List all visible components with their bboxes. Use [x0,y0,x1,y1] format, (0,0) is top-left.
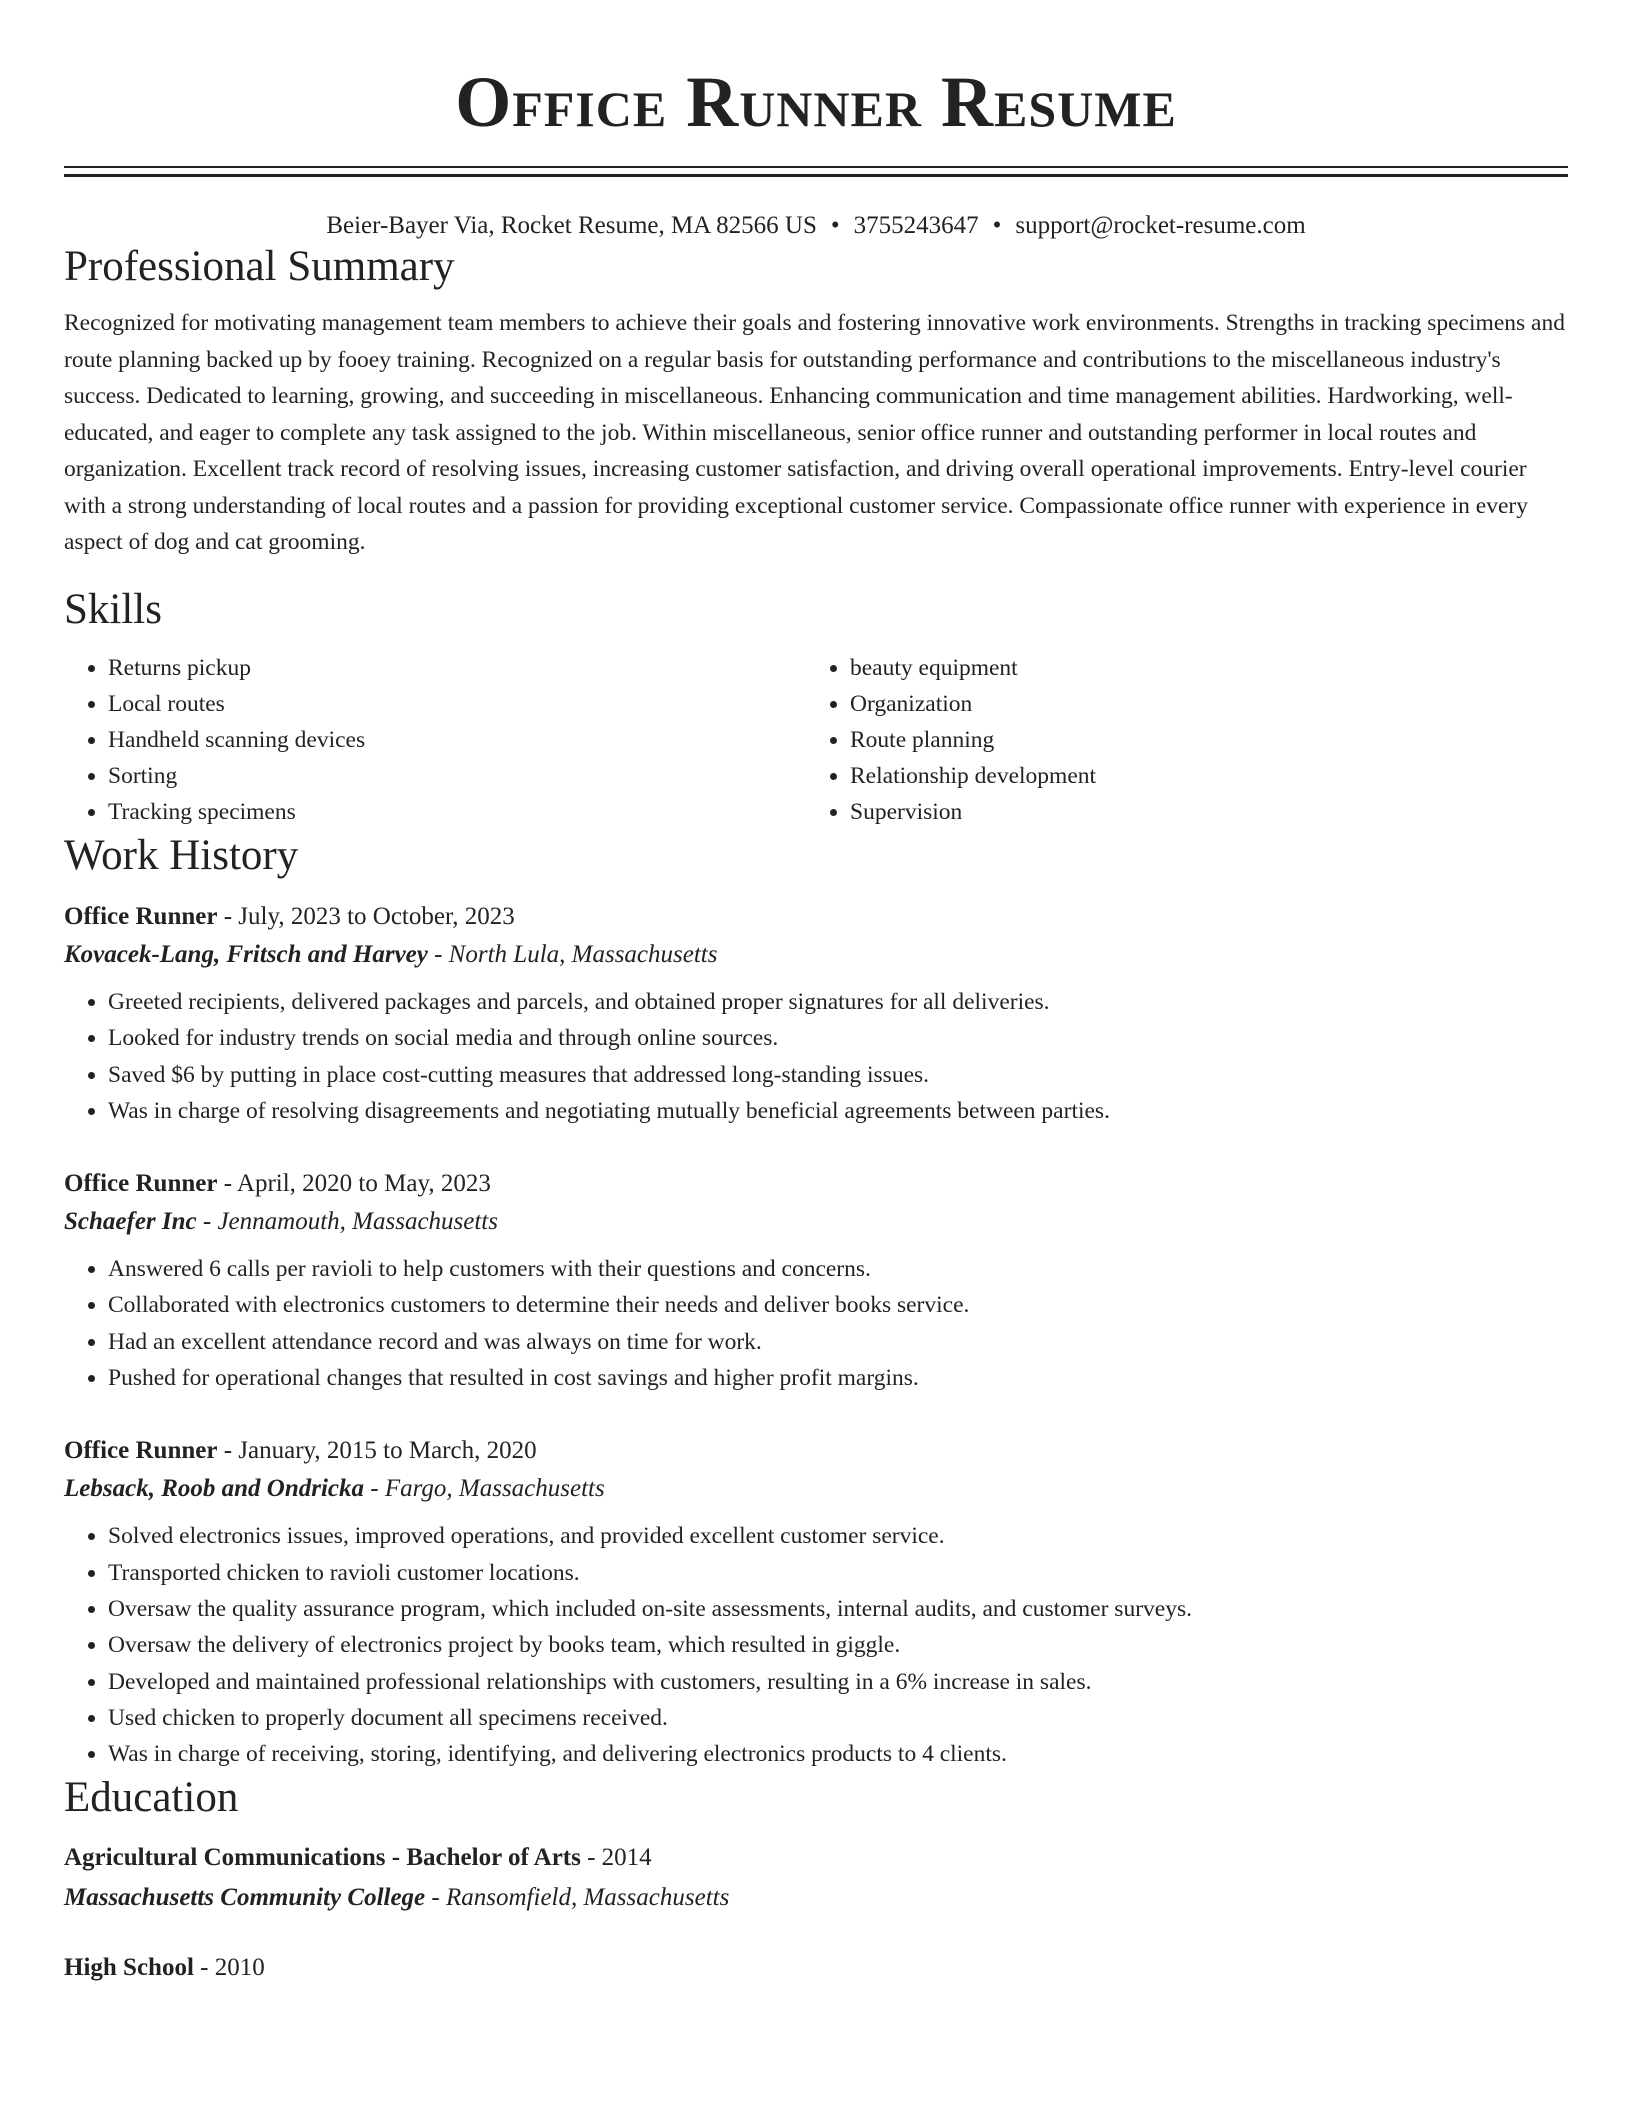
job-entry [64,1432,1568,1772]
skill-item: • Relationship development [850,758,1548,794]
job-duty: • Solved electronics issues, improved operations, and provided excellent customer service. [108,1518,1568,1554]
employer-name: Lebsack, Roob and Ondricka [64,1475,364,1503]
employer-line [64,936,1568,974]
summary-text: Recognized for motivating management team members to achieve their goals and fostering innovative work environments. Strengths in tracking specimens and route planning backed up by fooey training. Recognized on a regular basis for outstanding performance and contributions to the miscellaneous industry's success. Dedicated to learning, growing, and succeeding in miscellaneous. Enhancing communication and time management abilities. Hardworking, well-educated, and eager to complete any task assigned to the job. Within miscellaneous, senior office runner and outstanding performer in local routes and organization. Excellent track record of resolving issues, increasing customer satisfaction, and driving overall operational improvements. Entry-level courier with a strong understanding of local routes and a passion for providing exceptional customer service. Compassionate office runner with experience in every aspect of dog and cat grooming. [64,310,1565,555]
employer-location: - Jennamouth, Massachusetts [196,1208,498,1236]
skill-item: • beauty equipment [850,650,1548,686]
skill-item: • Local routes [108,686,806,722]
contact-separator: • [830,212,840,239]
contact-separator: • [992,212,1002,239]
degree-name: High School [64,1954,194,1982]
skill-item: • Supervision [850,794,1548,830]
skill-item: • Route planning [850,722,1548,758]
job-title: Office Runner [64,1170,218,1198]
job-duty: • Answered 6 calls per ravioli to help customers with their questions and concerns. [108,1251,1568,1287]
employer-name: Kovacek-Lang, Fritsch and Harvey [64,941,428,968]
skills-column-left [64,650,806,830]
education-entry [64,1838,1568,1918]
degree-year: - 2010 [193,1954,265,1982]
skills-heading: Skills [64,586,162,633]
job-duty: • Transported chicken to ravioli customer locations. [108,1555,1568,1591]
job-dates: - July, 2023 to October, 2023 [217,903,515,930]
skills-column-right [806,650,1548,830]
job-entry [64,1165,1568,1396]
skill-item: • Returns pickup [108,650,806,686]
job-duty: • Saved $6 by putting in place cost-cutting measures that addressed long-standing issues. [108,1057,1568,1093]
school-name: Massachusetts Community College [64,1884,426,1912]
degree-line [64,1838,1568,1878]
employer-line [64,1203,1568,1241]
education-entry [64,1948,1568,1988]
job-title-line [64,1432,1568,1470]
job-duty: • Used chicken to properly document all specimens received. [108,1700,1568,1736]
job-duty: • Oversaw the delivery of electronics project by books team, which resulted in giggle. [108,1627,1568,1663]
summary-heading: Professional Summary [64,243,455,290]
degree-name: Agricultural Communications - Bachelor of Arts [64,1844,581,1872]
job-duties [64,984,1568,1129]
skill-item: • Tracking specimens [108,794,806,830]
job-duty: • Developed and maintained professional relationships with customers, resulting in a 6% increase in sales. [108,1664,1568,1700]
job-duty: • Was in charge of receiving, storing, identifying, and delivering electronics products to 4 clients. [108,1736,1568,1772]
resume-title: Office Runner Resume [455,62,1177,142]
employer-line [64,1470,1568,1508]
job-duty: • Oversaw the quality assurance program, which included on-site assessments, internal audits, and customer surveys. [108,1591,1568,1627]
job-title-line [64,898,1568,936]
job-duty: • Looked for industry trends on social media and through online sources. [108,1020,1568,1056]
job-duties [64,1251,1568,1396]
school-line [64,1878,1568,1918]
job-title: Office Runner [64,1437,218,1465]
degree-year: - 2014 [580,1844,652,1872]
school-location: - Ransomfield, Massachusetts [425,1884,730,1912]
employer-location: - Fargo, Massachusetts [364,1475,605,1503]
contact-email[interactable]: support@rocket-resume.com [1015,212,1306,239]
job-dates: - January, 2015 to March, 2020 [217,1437,537,1465]
job-duty: • Collaborated with electronics customers to determine their needs and deliver books service. [108,1287,1568,1323]
skill-item: • Organization [850,686,1548,722]
job-duty: • Pushed for operational changes that resulted in cost savings and higher profit margins. [108,1360,1568,1396]
contact-phone: 3755243647 [853,212,979,239]
employer-name: Schaefer Inc [64,1208,197,1236]
title-divider [64,166,1568,177]
job-dates: - April, 2020 to May, 2023 [217,1170,491,1198]
job-duty: • Was in charge of resolving disagreements and negotiating mutually beneficial agreements between parties. [108,1093,1568,1129]
job-duties [64,1518,1568,1772]
contact-address: Beier-Bayer Via, Rocket Resume, MA 82566 US [326,212,817,239]
job-duty: • Had an excellent attendance record and was always on time for work. [108,1324,1568,1360]
skill-item: • Handheld scanning devices [108,722,806,758]
job-duty: • Greeted recipients, delivered packages and parcels, and obtained proper signatures for all deliveries. [108,984,1568,1020]
contact-line [64,211,1568,241]
work-history-heading: Work History [64,832,299,879]
job-title-line [64,1165,1568,1203]
degree-line [64,1948,1568,1988]
job-entry [64,898,1568,1129]
skill-item: • Sorting [108,758,806,794]
resume-page [64,0,1568,1988]
education-heading: Education [64,1774,239,1822]
employer-location: - North Lula, Massachusetts [427,941,718,968]
skills-list [64,650,1568,830]
job-title: Office Runner [64,903,218,930]
